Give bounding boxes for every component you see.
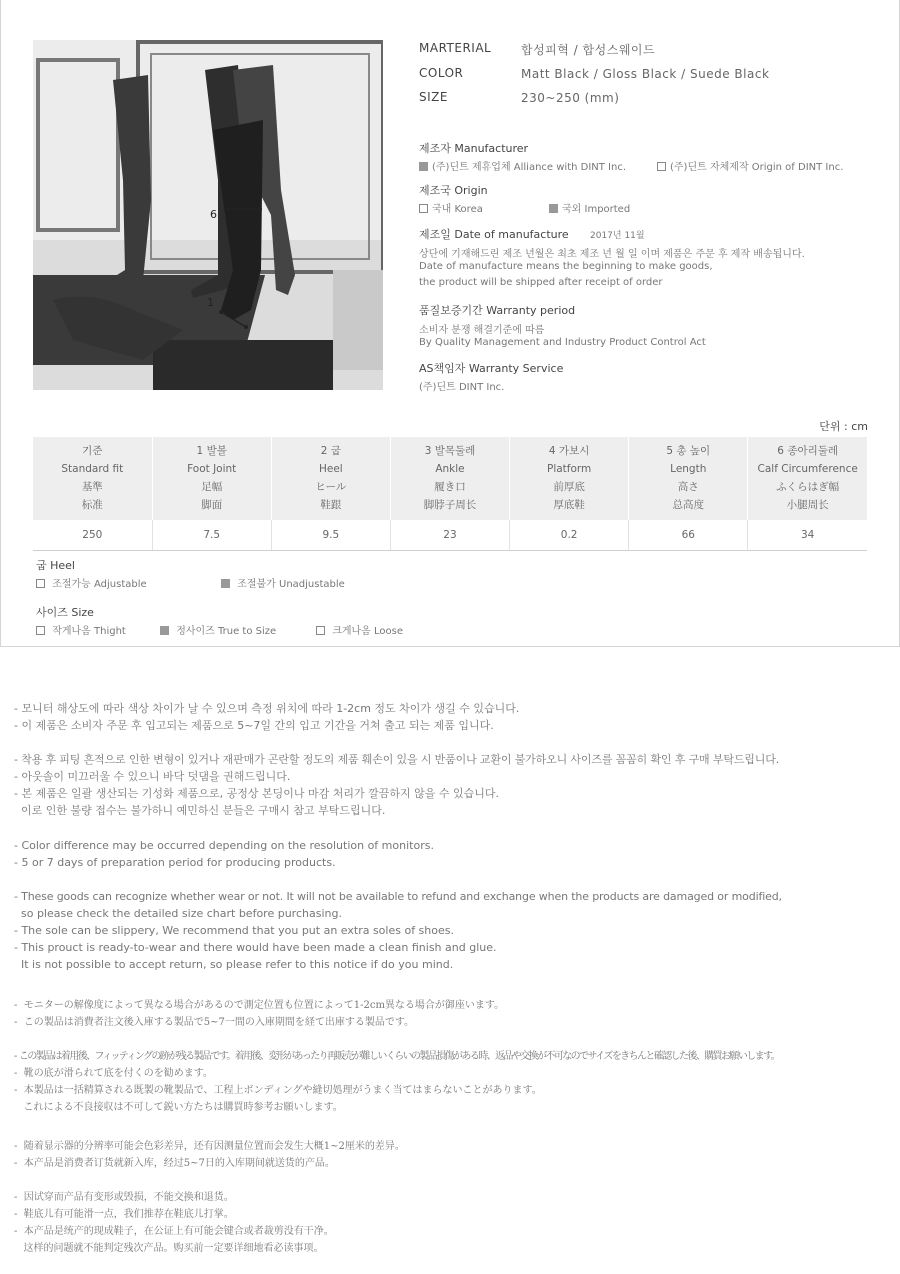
material-value: 합성피혁 / 합성스웨이드: [521, 43, 656, 57]
checkbox-checked-icon: [160, 626, 169, 635]
warranty-note-en: By Quality Management and Industry Product Control Act: [419, 337, 706, 348]
checkbox-checked-icon: [221, 579, 230, 588]
cell-heel: 9.5: [271, 520, 390, 551]
fit-option-true: [160, 622, 276, 637]
heel-option-label: 조절가능 Adjustable: [52, 579, 147, 590]
boots-image: [33, 40, 383, 390]
checkbox-empty-icon: [36, 579, 45, 588]
col-calf: 6 종아리둘레 Calf Circumference ふくらはぎ幅 小腿周长: [748, 437, 867, 520]
checkbox-empty-icon: [419, 204, 428, 213]
checkbox-empty-icon: [657, 162, 666, 171]
cell-platform: 0.2: [510, 520, 629, 551]
table-row: [33, 520, 867, 551]
size-label: SIZE: [419, 90, 448, 104]
date-note-ko: 상단에 기재해드린 제조 년월은 최초 제조 년 월 일 이며 제품은 주문 후 제작 배송됩니다.: [419, 249, 805, 260]
fit-option-loose: [316, 622, 403, 637]
size-value: 230~250 (mm): [521, 91, 620, 105]
fit-option-label: 크게나옴 Loose: [332, 626, 404, 637]
date-title: 제조일 Date of manufacture: [419, 228, 569, 241]
origin-title: 제조국 Origin: [419, 184, 488, 197]
heel-option-adjustable: [36, 575, 147, 590]
cell-foot-joint: 7.5: [152, 520, 271, 551]
spec-list: [419, 41, 879, 111]
material-label: MARTERIAL: [419, 41, 492, 55]
col-length: 5 총 높이 Length 高さ 总高度: [629, 437, 748, 520]
col-foot-joint: 1 발볼 Foot Joint 足幅 脚面: [152, 437, 271, 520]
col-standard: 기준 Standard fit 基準 标准: [33, 437, 152, 520]
manufacturer-option-label: (주)딘트 제휴업체 Alliance with DINT Inc.: [432, 162, 627, 173]
fit-option-tight: [36, 622, 126, 637]
size-table: [33, 437, 867, 551]
notice-korean: - 모니터 해상도에 따라 색상 차이가 날 수 있으며 측정 위치에 따라 1-2cm 정도 차이가 생길 수 있습니다. - 이 제품은 소비자 주문 후 입고되는 제품으로 5~7일 간의 입고 기간을 거쳐 출고 되는 제품 입니다. - 착용 후 피팅 흔적으로 인한 변형이 있거나 재판매가 곤란할 정도의 제품 훼손이 있을 시 반품이나 교환이 불가하오니 사이즈를 꼼꼼히 확인 후 구매 부탁드립니다. - 아웃솔이 미끄러울 수 있으니 바닥 덧댐을 권해드립니다. - 본 제품은 일괄 생산되는 기성화 제품으로, 공정상 본딩이나 마감 처리가 깔끔하지 않을 수 있습니다. 이로 인한 불량 접수는 불가하니 예민하신 분들은 구매시 참고 부탁드립니다.: [14, 702, 780, 817]
color-label: COLOR: [419, 66, 464, 80]
heel-title: 굽 Heel: [36, 559, 75, 572]
cell-ankle: 23: [390, 520, 509, 551]
measure-marker-1: 1: [207, 296, 214, 309]
fit-option-label: 작게나옴 Thight: [52, 626, 126, 637]
fit-option-label: 정사이즈 True to Size: [176, 626, 277, 637]
manufacturer-option-label: (주)딘트 자체제작 Origin of DINT Inc.: [670, 162, 844, 173]
as-value: (주)딘트 DINT Inc.: [419, 382, 505, 393]
cell-standard: 250: [33, 520, 152, 551]
unit-label: 단위 : cm: [819, 420, 868, 433]
origin-option-korea: [419, 200, 483, 215]
col-ankle: 3 발목둘레 Ankle 履き口 脚脖子周长: [390, 437, 509, 520]
size-table-header-row: [33, 437, 867, 520]
color-value: Matt Black / Gloss Black / Suede Black: [521, 67, 770, 81]
warranty-title: 품질보증기간 Warranty period: [419, 304, 576, 317]
manufacturer-option-origin: [657, 158, 843, 173]
product-photo: [33, 40, 383, 390]
origin-option-label: 국내 Korea: [432, 204, 483, 215]
checkbox-checked-icon: [549, 204, 558, 213]
fit-title: 사이즈 Size: [36, 606, 94, 619]
origin-option-label: 국외 Imported: [562, 204, 631, 215]
notice-chinese: - 随着显示器的分辨率可能会色彩差异，还有因测量位置而会发生大概1~2厘米的差异。 - 本产品是消费者订货就新入库，经过5~7日的入库期间就送货的产品。 - 因试穿而产品有变形或毁损，不能交换和退货。 - 鞋底儿有可能滑一点，我们推荐在鞋底儿打掌。 - 本产品是统产的现成鞋子，在公证上有可能会键合或者裁剪没有干净。 这样的问题就不能判定残次产品。购买前一定要详细地看必读事项。: [14, 1141, 405, 1254]
date-note-en-1: Date of manufacture means the beginning to make goods,: [419, 261, 713, 272]
date-note-en-2: the product will be shipped after receipt of order: [419, 277, 663, 288]
cell-calf: 34: [748, 520, 867, 551]
col-platform: 4 가보시 Platform 前厚底 厚底鞋: [510, 437, 629, 520]
warranty-note-ko: 소비자 분쟁 해결기준에 따름: [419, 325, 545, 336]
measure-marker-6: 6: [210, 208, 217, 221]
col-heel: 2 굽 Heel ヒール 鞋跟: [271, 437, 390, 520]
heel-option-label: 조절불가 Unadjustable: [237, 579, 345, 590]
origin-option-imported: [549, 200, 630, 215]
checkbox-empty-icon: [316, 626, 325, 635]
notice-japanese: - モニターの解像度によって異なる場合があるので測定位置も位置によって1-2cm異なる場合が御座います。 - この製品は消費者注文後入庫する製品で5~7一間の入庫期間を経て出庫する製品です。 - この製品は着用後、フィッティングの跡が残る製品です。着用後、変形があったり再販売が難しいくらいの製品損傷がある時、返品や交換が不可なのでサイズをきちんと確認した後、購買お願いします。 - 靴の底が滑られて底を付くのを勧めます。 - 本製品は一括精算される既製の靴製品で、工程上ボンディングや縫切処理がうまく当てはまらないことがあります。 これによる不良接収は不可して鋭い方たちは購買時参考お願いします。: [14, 1000, 780, 1113]
manufacturer-title: 제조자 Manufacturer: [419, 142, 529, 155]
notice-english: - Color difference may be occurred depending on the resolution of monitors. - 5 or 7 days of preparation period for producing products. - These goods can recognize whether wear or not. It will not be available to refund and exchange when the products are damaged or modified, so please check the detailed size chart before purchasing. - The sole can be slippery, We recommend that you put an extra soles of shoes. - This prouct is ready-to-wear and there would have been made a clean finish and glue. It is not possible to accept return, so please refer to this notice if do you mind.: [14, 839, 782, 971]
checkbox-checked-icon: [419, 162, 428, 171]
heel-option-unadjustable: [221, 575, 345, 590]
manufacturer-option-alliance: [419, 158, 626, 173]
date-value: 2017년 11월: [590, 231, 645, 241]
as-title: AS책임자 Warranty Service: [419, 362, 564, 375]
checkbox-empty-icon: [36, 626, 45, 635]
cell-length: 66: [629, 520, 748, 551]
